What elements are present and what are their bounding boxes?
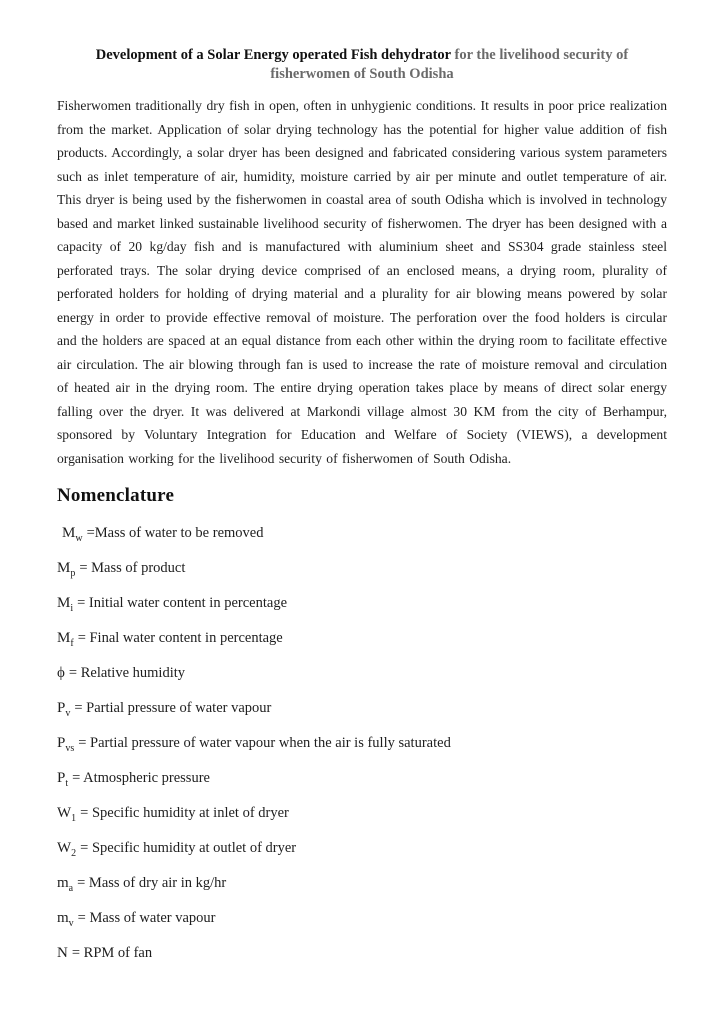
nomenclature-list	[57, 525, 667, 963]
nomenclature-symbol: $m_v$	[57, 909, 74, 929]
nomenclature-symbol: $P_{vs}$	[57, 734, 75, 754]
nomenclature-symbol: $P_v$	[57, 699, 71, 719]
nomenclature-item	[57, 630, 667, 648]
nomenclature-definition: = Specific humidity at outlet of dryer	[80, 839, 297, 856]
nomenclature-item	[57, 840, 667, 858]
nomenclature-definition: = Partial pressure of water vapour when the air is fully saturated	[78, 734, 451, 751]
nomenclature-definition: = Partial pressure of water vapour	[74, 699, 272, 716]
nomenclature-item	[57, 805, 667, 823]
nomenclature-definition: = Initial water content in percentage	[77, 594, 287, 611]
nomenclature-symbol: $M_w$	[62, 524, 83, 544]
nomenclature-definition: = Final water content in percentage	[77, 629, 283, 646]
nomenclature-symbol: $M_f$	[57, 629, 74, 649]
nomenclature-symbol: $P_t$	[57, 769, 69, 789]
nomenclature-symbol: $M_p$	[57, 559, 76, 579]
nomenclature-definition: = Specific humidity at inlet of dryer	[80, 804, 289, 821]
nomenclature-item	[57, 875, 667, 893]
nomenclature-symbol: $M_i$	[57, 594, 74, 614]
nomenclature-item	[57, 595, 667, 613]
nomenclature-item	[57, 700, 667, 718]
nomenclature-heading: Nomenclature	[57, 485, 175, 506]
nomenclature-definition: = Mass of water vapour	[77, 909, 216, 926]
nomenclature-definition: = Relative humidity	[68, 664, 186, 681]
nomenclature-item	[57, 770, 667, 788]
nomenclature-item	[57, 665, 667, 683]
nomenclature-definition: = Atmospheric pressure	[72, 769, 210, 786]
nomenclature-symbol: ϕ	[57, 664, 65, 681]
paper-title	[57, 46, 667, 84]
nomenclature-definition: = RPM of fan	[71, 944, 153, 961]
nomenclature-item	[57, 945, 667, 963]
nomenclature-symbol: N	[57, 944, 68, 961]
nomenclature-definition: =Mass of water to be removed	[86, 524, 264, 541]
nomenclature-item	[57, 560, 667, 578]
paper-title-main: Development of a Solar Energy operated Fish dehydrator	[95, 47, 451, 63]
nomenclature-symbol: $m_a$	[57, 874, 74, 894]
nomenclature-item	[57, 735, 667, 753]
nomenclature-definition: = Mass of dry air in kg/hr	[77, 874, 227, 891]
nomenclature-symbol: $W_2$	[57, 839, 77, 859]
nomenclature-symbol: $W_1$	[57, 804, 77, 824]
abstract-paragraph: Fisherwomen traditionally dry fish in open, often in unhygienic conditions. It results in poor price realization from the market. Application of solar drying technology has the potential for higher value addition of fish products. Accordingly, a solar dryer has been designed and fabricated considering various system parameters such as inlet temperature of air, humidity, moisture carried by air per minute and outlet temperature of air. This dryer is being used by the fisherwomen in coastal area of south Odisha which is involved in technology based and market linked sustainable livelihood security of fisherwomen. The dryer has been designed with a capacity of 20 kg/day fish and is manufactured with aluminium sheet and SS304 grade stainless steel perforated trays. The solar drying device comprised of an enclosed means, a drying room, plurality of perforated holders for holding of drying material and a plurality for air blowing means powered by solar energy in order to provide effective removal of moisture. The perforation over the food holders is circular and the holders are spaced at an equal distance from each other within the drying room to facilitate effective air circulation. The air blowing through fan is used to increase the rate of moisture removal and circulation of heated air in the drying room. The entire drying operation takes place by means of direct solar energy falling over the dryer. It was delivered at Markondi village almost 30 KM from the city of Berhampur, sponsored by Voluntary Integration for Education and Welfare of Society (VIEWS), a development organisation working for the livelihood security of fisherwomen of South Odisha.	[57, 98, 667, 466]
paper-title-subtext: for the livelihood security of fisherwomen of South Odisha	[270, 47, 629, 82]
nomenclature-definition: = Mass of product	[79, 559, 186, 576]
nomenclature-item	[57, 910, 667, 928]
nomenclature-item	[57, 525, 667, 543]
